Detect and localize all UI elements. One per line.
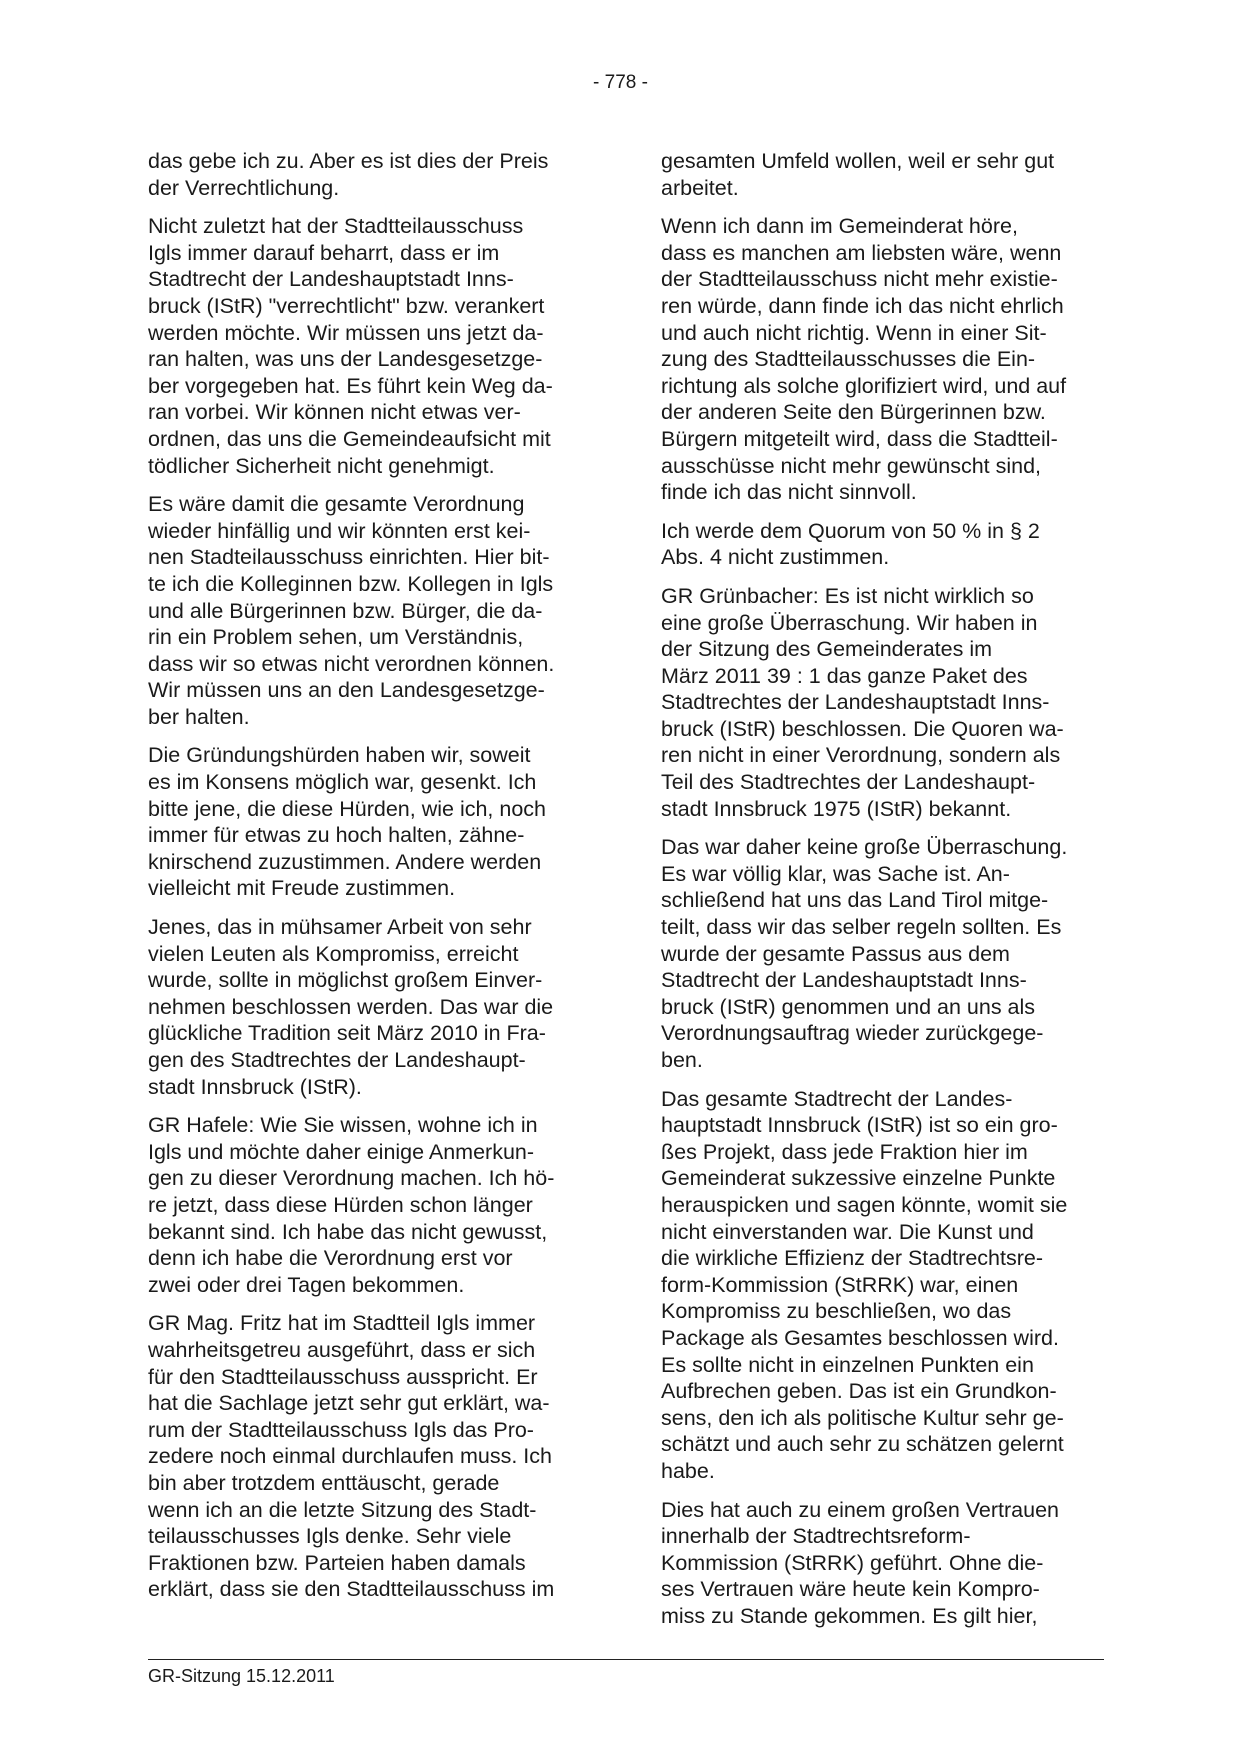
paragraph: gesamten Umfeld wollen, weil er sehr gut arbeitet. bbox=[661, 149, 1055, 200]
paragraph: GR Hafele: Wie Sie wissen, wohne ich in Igls und möchte daher einige Anmerkun- gen zu dieser Verordnung machen. Ich hö- re jetzt, dass diese Hürden schon länger bekannt sind. Ich habe das nicht gewusst, denn ich habe die Verordnung erst vor zwei oder drei Tagen bekommen. bbox=[148, 1113, 555, 1297]
paragraph: Das war daher keine große Überraschung. Es war völlig klar, was Sache ist. An- schließend hat uns das Land Tirol mitge- teilt, dass wir das selber regeln sollten. Es wurde der gesamte Passus aus dem Stadtrecht der Landeshauptstadt Inns- bruck (IStR) genommen und an uns als Verordnungsauftrag wieder zurückgege- ben. bbox=[661, 835, 1068, 1072]
paragraph: Nicht zuletzt hat der Stadtteilausschuss Igls immer darauf beharrt, dass er im Stadtrecht der Landeshauptstadt Inns- bruck (IStR) "verrechtlicht" bzw. verankert werden möchte. Wir müssen uns jetzt da- ran halten, was uns der Landesgesetzge- ber vorgegeben hat. Es führt kein Weg da- ran vorbei. Wir können nicht etwas ver- ordnen, das uns die Gemeindeaufsicht mit tödlicher Sicherheit nicht genehmigt. bbox=[148, 214, 553, 478]
footer-session-date: GR-Sitzung 15.12.2011 bbox=[148, 1666, 335, 1686]
paragraph: Dies hat auch zu einem großen Vertrauen innerhalb der Stadtrechtsreform- Kommission (StRRK) geführt. Ohne die- ses Vertrauen wäre heute kein Kompro- miss zu Stande gekommen. Es gilt hier, bbox=[661, 1497, 1059, 1628]
paragraph: GR Mag. Fritz hat im Stadtteil Igls immer wahrheitsgetreu ausgeführt, dass er sich für den Stadtteilausschuss ausspricht. Er hat die Sachlage jetzt sehr gut erklärt, wa- rum der Stadtteilausschuss Igls das Pro- zedere noch einmal durchlaufen muss. Ich bin aber trotzdem enttäuscht, gerade wenn ich an die letzte Sitzung des Stadt- teilausschusses Igls denke. Sehr viele Fraktionen bzw. Parteien haben damals erklärt, dass sie den Stadtteilausschuss im bbox=[148, 1311, 555, 1602]
paragraph: das gebe ich zu. Aber es ist dies der Preis der Verrechtlichung. bbox=[148, 149, 549, 200]
paragraph: Ich werde dem Quorum von 50 % in § 2 Abs. 4 nicht zustimmen. bbox=[661, 518, 1040, 570]
footer-divider bbox=[148, 1659, 1104, 1660]
paragraph: Das gesamte Stadtrecht der Landes- hauptstadt Innsbruck (IStR) ist so ein gro- ßes Projekt, dass jede Fraktion hier im Gemeinderat sukzessive einzelne Punkte herauspicken und sagen könnte, womit sie nicht einverstanden war. Die Kunst und die wirkliche Effizienz der Stadtrechtsre- form-Kommission (StRRK) war, einen Kompromiss zu beschließen, wo das Package als Gesamtes beschlossen wird. Es sollte nicht in einzelnen Punkten ein Aufbrechen geben. Das ist ein Grundkon- sens, den ich als politische Kultur sehr ge- schätzt und auch sehr zu schätzen gelernt habe. bbox=[661, 1086, 1068, 1483]
paragraph: Es wäre damit die gesamte Verordnung wieder hinfällig und wir könnten erst kei- nen Stadteilausschuss einrichten. Hier bit- te ich die Kolleginnen bzw. Kollegen in Igls und alle Bürgerinnen bzw. Bürger, die da- rin ein Problem sehen, um Verständnis, dass wir so etwas nicht verordnen können. Wir müssen uns an den Landesgesetzge- ber halten. bbox=[148, 492, 555, 729]
page-number: - 778 - bbox=[593, 72, 648, 93]
right-column bbox=[661, 148, 1103, 1641]
left-column bbox=[148, 148, 590, 1615]
paragraph: GR Grünbacher: Es ist nicht wirklich so eine große Überraschung. Wir haben in der Sitzung des Gemeinderates im März 2011 39 : 1 das ganze Paket des Stadtrechtes der Landeshauptstadt Inns- bruck (IStR) beschlossen. Die Quoren wa- ren nicht in einer Verordnung, sondern als Teil des Stadtrechtes der Landeshaupt- stadt Innsbruck 1975 (IStR) bekannt. bbox=[661, 583, 1064, 821]
paragraph: Die Gründungshürden haben wir, soweit es im Konsens möglich war, gesenkt. Ich bitte jene, die diese Hürden, wie ich, noch immer für etwas zu hoch halten, zähne- knirschend zuzustimmen. Andere werden vielleicht mit Freude zustimmen. bbox=[148, 743, 546, 901]
paragraph: Jenes, das in mühsamer Arbeit von sehr vielen Leuten als Kompromiss, erreicht wurde, sollte in möglichst großem Einver- nehmen beschlossen werden. Das war die glückliche Tradition seit März 2010 in Fra- gen des Stadtrechtes der Landeshaupt- stadt Innsbruck (IStR). bbox=[148, 915, 554, 1099]
paragraph: Wenn ich dann im Gemeinderat höre, dass es manchen am liebsten wäre, wenn der Stadtteilausschuss nicht mehr existie- ren würde, dann finde ich das nicht ehrlich und auch nicht richtig. Wenn in einer Sit- zung des Stadtteilausschusses die Ein- richtung als solche glorifiziert wird, und auf der anderen Seite den Bürgerinnen bzw. Bürgern mitgeteilt wird, dass die Stadtteil- ausschüsse nicht mehr gewünscht sind, finde ich das nicht sinnvoll. bbox=[661, 214, 1067, 505]
